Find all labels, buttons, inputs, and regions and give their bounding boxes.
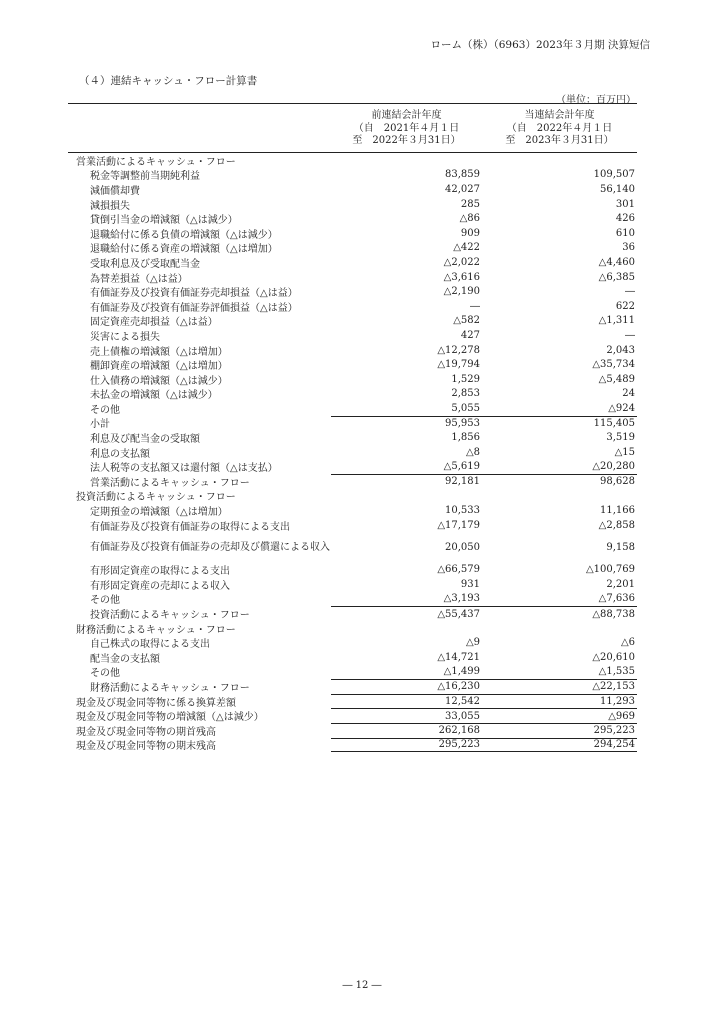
table-row bbox=[68, 577, 637, 592]
previous-year-value: △2,190 bbox=[443, 286, 480, 298]
current-year-value: △2,858 bbox=[598, 519, 635, 531]
current-year-value: ― bbox=[625, 286, 635, 298]
current-year-value: △6,385 bbox=[598, 271, 635, 283]
row-label: 営業活動によるキャッシュ・フロー bbox=[90, 477, 250, 489]
row-label: 災害による損失 bbox=[90, 331, 160, 343]
table-row bbox=[68, 621, 637, 636]
current-year-value: △1,311 bbox=[598, 315, 635, 327]
column-header-to: 至 2023年３月31日） bbox=[505, 135, 614, 146]
table-row bbox=[68, 738, 637, 753]
table-row bbox=[68, 241, 637, 256]
previous-year-value: 83,859 bbox=[445, 169, 480, 181]
row-label: 減損損失 bbox=[90, 200, 130, 212]
current-year-value: △7,636 bbox=[598, 593, 635, 605]
current-year-value: 56,140 bbox=[600, 183, 635, 195]
previous-year-value: 285 bbox=[460, 198, 480, 210]
table-row bbox=[68, 153, 637, 168]
table-row bbox=[68, 387, 637, 402]
row-label: 現金及び現金同等物の期末残高 bbox=[76, 741, 216, 753]
current-year-value: 24 bbox=[622, 388, 635, 400]
previous-year-value: △3,193 bbox=[443, 593, 480, 605]
current-year-value: △20,610 bbox=[592, 651, 635, 663]
table-row bbox=[68, 343, 637, 358]
current-year-value: 11,293 bbox=[482, 694, 637, 709]
current-year-value: 98,628 bbox=[482, 474, 637, 489]
previous-year-value: △19,794 bbox=[437, 359, 480, 371]
previous-year-value: 20,050 bbox=[445, 541, 480, 553]
table-row bbox=[68, 532, 637, 562]
current-year-value bbox=[482, 153, 637, 168]
column-header-title: 当連結会計年度 bbox=[524, 110, 595, 121]
table-row bbox=[68, 197, 637, 212]
table-row bbox=[68, 372, 637, 387]
current-year-value: △35,734 bbox=[592, 359, 635, 371]
previous-year-value: △3,616 bbox=[443, 271, 480, 283]
row-label: 売上債権の増減額（△は増加） bbox=[90, 346, 228, 358]
previous-year-value: △2,022 bbox=[443, 256, 480, 268]
current-year-value: △6 bbox=[620, 637, 635, 649]
previous-year-value: 95,953 bbox=[331, 416, 482, 431]
table-row bbox=[68, 708, 637, 723]
previous-year-value bbox=[331, 489, 482, 504]
row-label: 現金及び現金同等物の増減額（△は減少） bbox=[76, 712, 264, 724]
previous-year-value: △17,179 bbox=[437, 519, 480, 531]
previous-year-value: △5,619 bbox=[443, 461, 480, 473]
table-row bbox=[68, 489, 637, 504]
row-label: その他 bbox=[90, 404, 120, 416]
table-row bbox=[68, 679, 637, 694]
previous-year-value: 262,168 bbox=[331, 723, 482, 738]
column-header-from: （自 2021年４月１日 bbox=[353, 122, 460, 134]
unit-label: （単位：百万円） bbox=[556, 95, 636, 106]
column-header-blank bbox=[68, 104, 331, 152]
row-label: 自己株式の取得による支出 bbox=[90, 639, 210, 651]
table-row bbox=[68, 416, 637, 431]
row-label: 有価証券及び投資有価証券売却損益（△は益） bbox=[90, 288, 298, 300]
current-year-value: 9,158 bbox=[606, 541, 635, 553]
current-year-value: 426 bbox=[615, 213, 635, 225]
table-row bbox=[68, 211, 637, 226]
previous-year-value: ― bbox=[470, 300, 480, 312]
row-label: 有形固定資産の売却による収入 bbox=[90, 580, 230, 592]
previous-year-value: 931 bbox=[460, 578, 480, 590]
previous-year-value: 427 bbox=[460, 329, 480, 341]
row-label: 財務活動によるキャッシュ・フロー bbox=[76, 624, 236, 636]
current-year-value: 3,519 bbox=[606, 432, 635, 444]
table-row bbox=[68, 474, 637, 489]
row-label: その他 bbox=[90, 668, 120, 680]
current-year-value bbox=[482, 489, 637, 504]
table-row bbox=[68, 592, 637, 607]
row-label: 有価証券及び投資有価証券評価損益（△は益） bbox=[90, 302, 298, 314]
row-label: 未払金の増減額（△は減少） bbox=[90, 390, 218, 402]
row-label: 退職給付に係る負債の増減額（△は減少） bbox=[90, 229, 278, 241]
previous-year-value: 10,533 bbox=[445, 505, 480, 517]
current-year-value: △100,769 bbox=[585, 564, 635, 576]
current-year-value: △1,535 bbox=[598, 666, 635, 678]
current-year-value: 610 bbox=[615, 227, 635, 239]
previous-year-value: △86 bbox=[459, 213, 480, 225]
row-label: 仕入債務の増減額（△は減少） bbox=[90, 375, 228, 387]
table-row bbox=[68, 314, 637, 329]
table-body bbox=[68, 153, 637, 752]
table-row bbox=[68, 518, 637, 533]
row-label: 投資活動によるキャッシュ・フロー bbox=[76, 492, 236, 504]
current-year-value: ― bbox=[625, 329, 635, 341]
table-row bbox=[68, 606, 637, 621]
row-label: 現金及び現金同等物の期首残高 bbox=[76, 726, 216, 738]
previous-year-value: △8 bbox=[465, 446, 480, 458]
table-row bbox=[68, 694, 637, 709]
current-year-value: △4,460 bbox=[598, 256, 635, 268]
current-year-value: 622 bbox=[615, 300, 635, 312]
current-year-value: 109,507 bbox=[593, 169, 635, 181]
previous-year-value: 295,223 bbox=[331, 738, 482, 753]
table-row bbox=[68, 182, 637, 197]
current-year-value: 11,166 bbox=[600, 505, 635, 517]
previous-year-value: △1,499 bbox=[443, 666, 480, 678]
table-row bbox=[68, 255, 637, 270]
document-header: ローム（株）（6963）2023年３月期 決算短信 bbox=[430, 39, 650, 51]
row-label: 減価償却費 bbox=[90, 185, 140, 197]
table-row bbox=[68, 445, 637, 460]
current-year-value: 115,405 bbox=[482, 416, 637, 431]
current-year-value: △88,738 bbox=[482, 606, 637, 621]
current-year-value: 36 bbox=[622, 242, 635, 254]
previous-year-value bbox=[331, 621, 482, 636]
previous-year-value: 1,856 bbox=[451, 432, 480, 444]
column-header-title: 前連結会計年度 bbox=[371, 110, 442, 121]
row-label: 有価証券及び投資有価証券の取得による支出 bbox=[90, 521, 290, 533]
row-label: 定期預金の増減額（△は増加） bbox=[90, 507, 228, 519]
row-label: 棚卸資産の増減額（△は増加） bbox=[90, 361, 228, 373]
row-label: 配当金の支払額 bbox=[90, 653, 160, 665]
previous-year-value: 92,181 bbox=[331, 474, 482, 489]
previous-year-value: △66,579 bbox=[437, 564, 480, 576]
column-header-row bbox=[68, 104, 637, 153]
table-row bbox=[68, 299, 637, 314]
row-label: 有価証券及び投資有価証券の売却及び償還による収入 bbox=[90, 541, 330, 553]
table-row bbox=[68, 168, 637, 183]
table-row bbox=[68, 723, 637, 738]
previous-year-value: △55,437 bbox=[331, 606, 482, 621]
row-label: 営業活動によるキャッシュ・フロー bbox=[76, 156, 236, 168]
table-row bbox=[68, 401, 637, 416]
current-year-value: 294,254 bbox=[482, 738, 637, 753]
current-year-value: △22,153 bbox=[482, 679, 637, 694]
previous-year-value: 5,055 bbox=[451, 402, 480, 414]
table-row bbox=[68, 284, 637, 299]
previous-year-value: 909 bbox=[460, 227, 480, 239]
row-label: 有形固定資産の取得による支出 bbox=[90, 566, 230, 578]
page-number: ― 12 ― bbox=[342, 980, 382, 991]
column-header-current-year bbox=[482, 104, 637, 152]
section-title: （４）連結キャッシュ・フロー計算書 bbox=[79, 75, 258, 87]
previous-year-value: 1,529 bbox=[451, 373, 480, 385]
row-label: 利息及び配当金の受取額 bbox=[90, 434, 200, 446]
cash-flow-table bbox=[68, 103, 637, 752]
table-row bbox=[68, 459, 637, 474]
current-year-value: △15 bbox=[614, 446, 635, 458]
row-label: 受取利息及び受取配当金 bbox=[90, 258, 200, 270]
previous-year-value: 12,542 bbox=[331, 694, 482, 709]
table-row bbox=[68, 650, 637, 665]
table-row bbox=[68, 562, 637, 577]
previous-year-value: 42,027 bbox=[445, 183, 480, 195]
row-label: 投資活動によるキャッシュ・フロー bbox=[90, 610, 250, 622]
current-year-value: 301 bbox=[615, 198, 635, 210]
current-year-value: 2,201 bbox=[606, 578, 635, 590]
previous-year-value: △9 bbox=[465, 637, 480, 649]
column-header-from: （自 2022年４月１日 bbox=[506, 122, 613, 134]
row-label: 退職給付に係る資産の増減額（△は増加） bbox=[90, 244, 278, 256]
row-label: 現金及び現金同等物に係る換算差額 bbox=[76, 697, 236, 709]
previous-year-value: △422 bbox=[453, 242, 480, 254]
table-row bbox=[68, 430, 637, 445]
current-year-value: △5,489 bbox=[598, 373, 635, 385]
row-label: 固定資産売却損益（△は益） bbox=[90, 317, 218, 329]
row-label: 財務活動によるキャッシュ・フロー bbox=[90, 682, 250, 694]
row-label: 法人税等の支払額又は還付額（△は支払） bbox=[90, 463, 278, 475]
row-label: 小計 bbox=[90, 419, 110, 431]
table-row bbox=[68, 226, 637, 241]
table-row bbox=[68, 270, 637, 285]
previous-year-value: 2,853 bbox=[451, 388, 480, 400]
previous-year-value: △582 bbox=[453, 315, 480, 327]
previous-year-value bbox=[331, 153, 482, 168]
current-year-value: △20,280 bbox=[592, 461, 635, 473]
row-label: 為替差損益（△は益） bbox=[90, 273, 188, 285]
row-label: 税金等調整前当期純利益 bbox=[90, 171, 200, 183]
current-year-value: △924 bbox=[608, 402, 635, 414]
current-year-value bbox=[482, 621, 637, 636]
column-header-previous-year bbox=[331, 104, 482, 152]
previous-year-value: 33,055 bbox=[331, 708, 482, 723]
current-year-value: 2,043 bbox=[606, 344, 635, 356]
previous-year-value: △12,278 bbox=[437, 344, 480, 356]
table-row bbox=[68, 503, 637, 518]
table-row bbox=[68, 635, 637, 650]
table-row bbox=[68, 328, 637, 343]
row-label: その他 bbox=[90, 595, 120, 607]
previous-year-value: △16,230 bbox=[331, 679, 482, 694]
current-year-value: △969 bbox=[482, 708, 637, 723]
current-year-value: 295,223 bbox=[482, 723, 637, 738]
table-row bbox=[68, 357, 637, 372]
row-label: 利息の支払額 bbox=[90, 448, 150, 460]
table-row bbox=[68, 665, 637, 680]
column-header-to: 至 2022年３月31日） bbox=[352, 135, 461, 146]
previous-year-value: △14,721 bbox=[437, 651, 480, 663]
row-label: 貸倒引当金の増減額（△は減少） bbox=[90, 215, 238, 227]
